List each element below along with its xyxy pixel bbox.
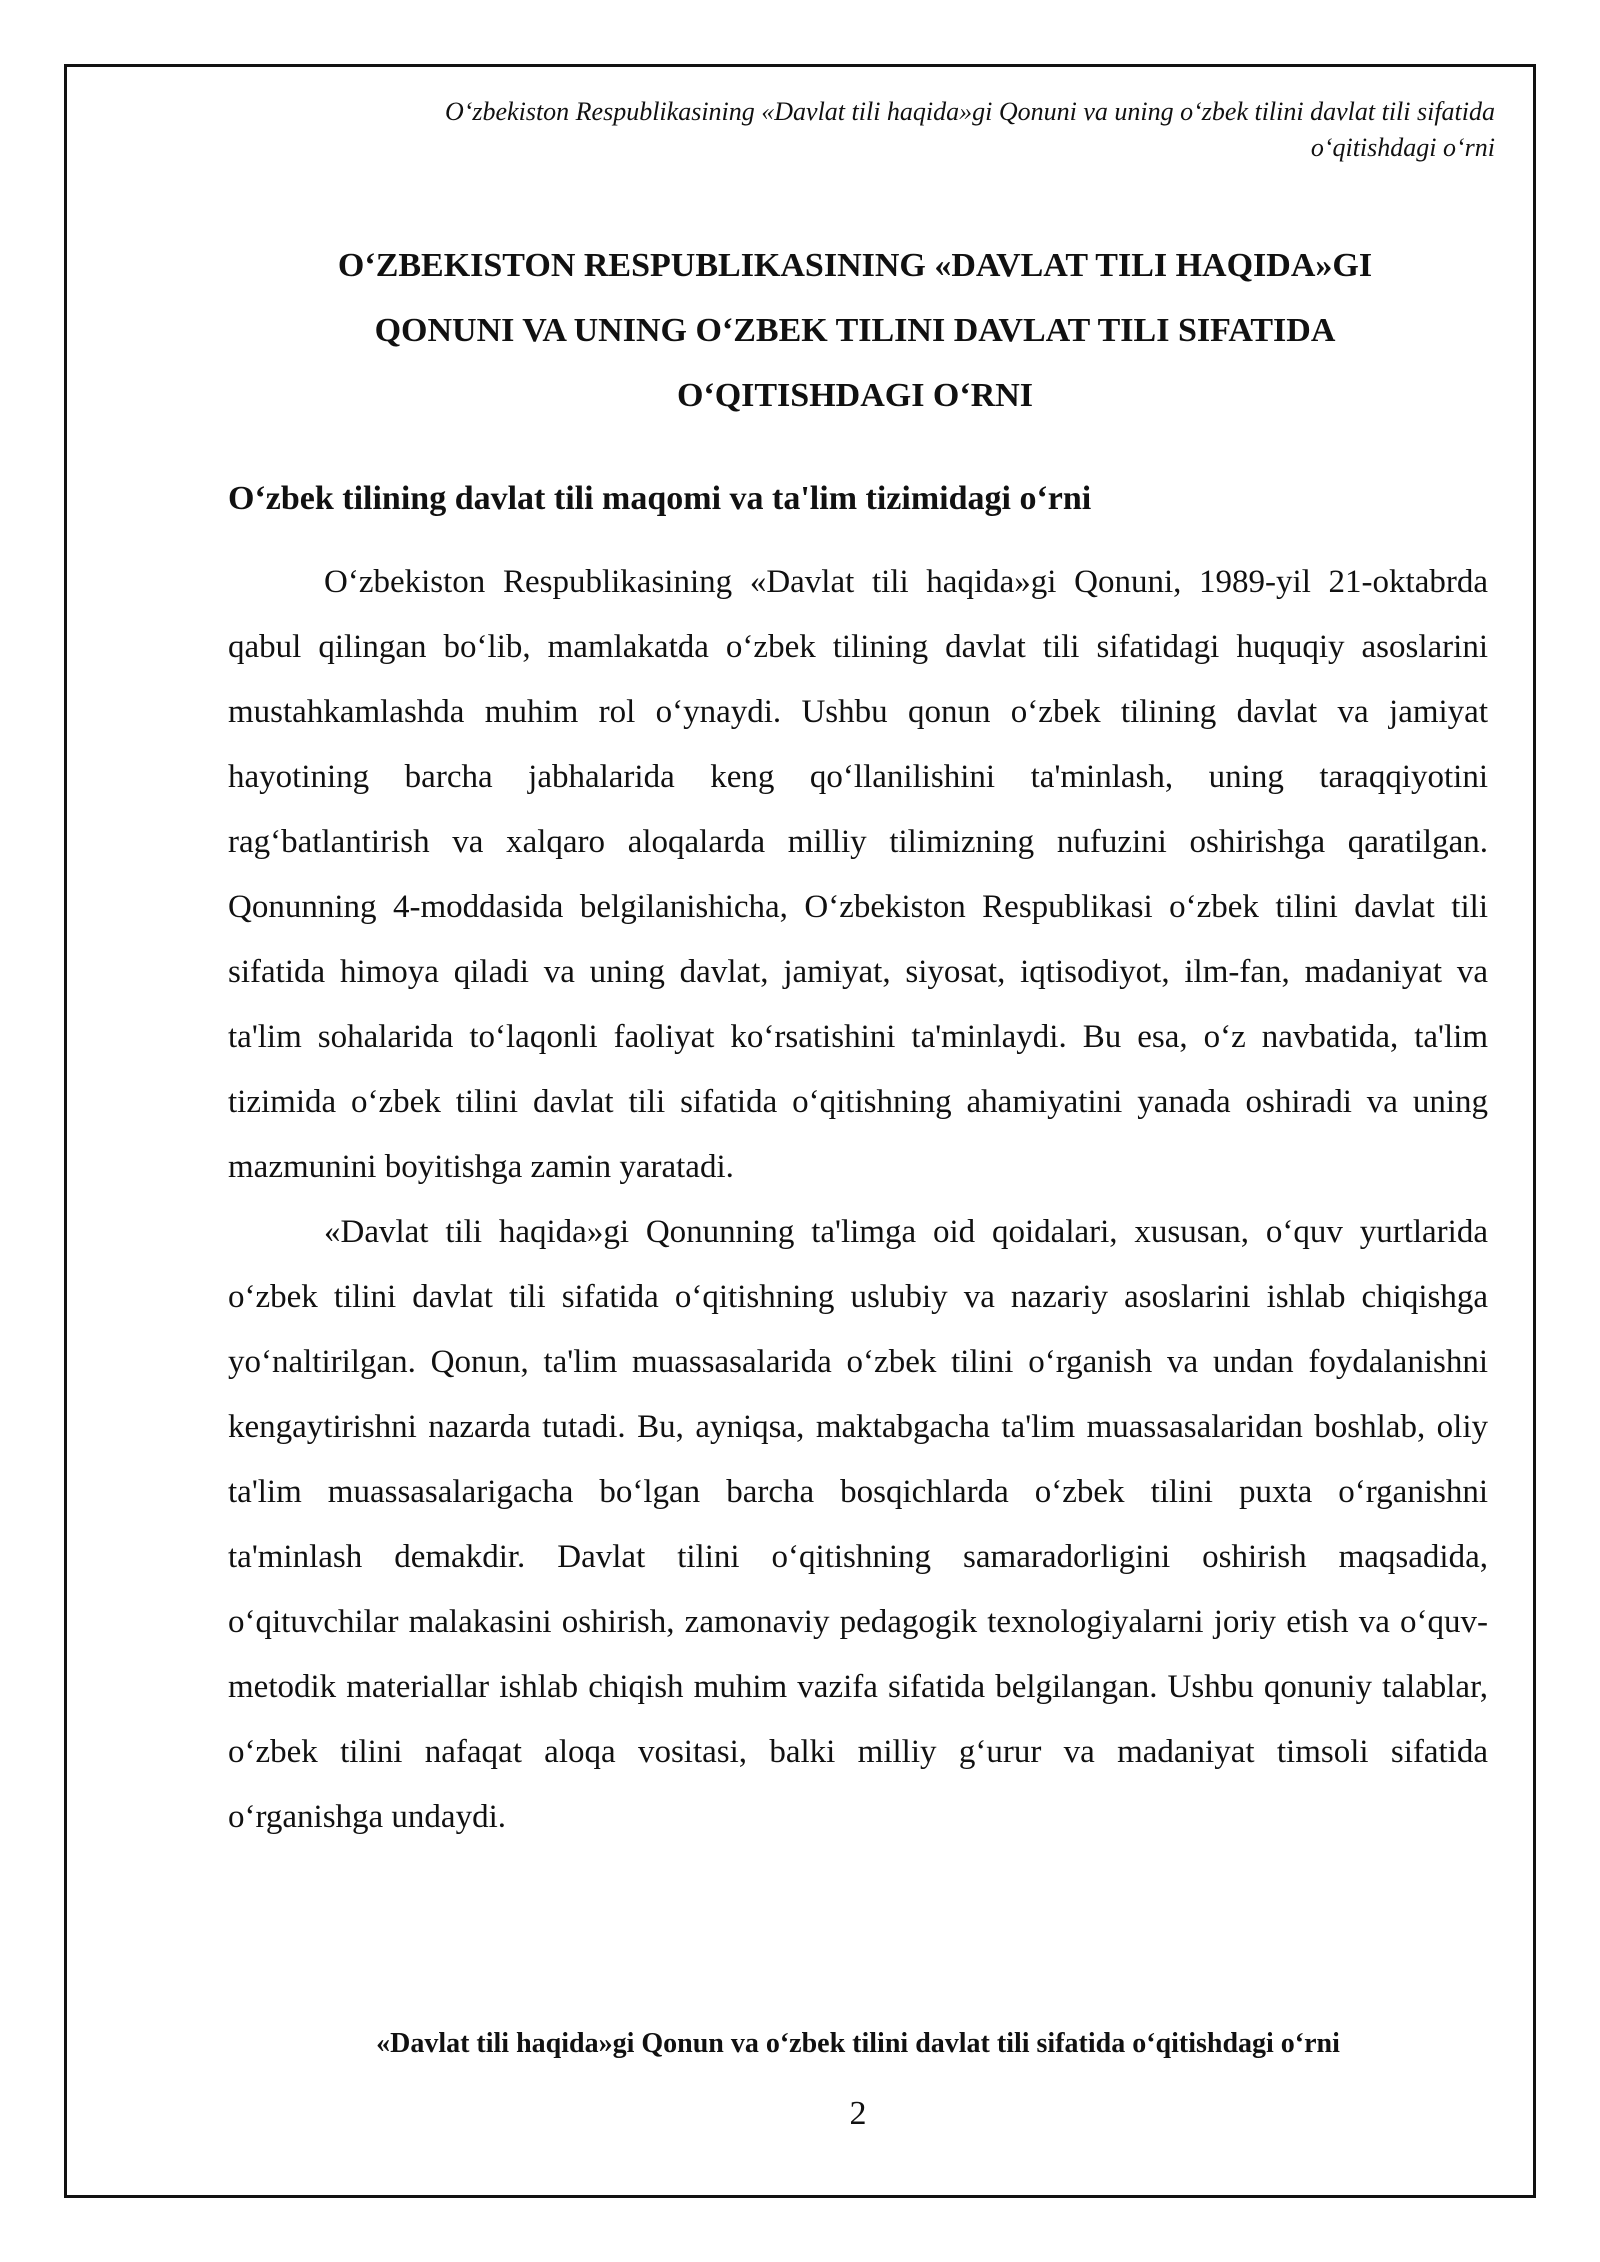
document-title-line-2: QONUNI VA UNING O‘ZBEK TILINI DAVLAT TILI SIFATIDA xyxy=(374,312,1336,349)
paragraph: «Davlat tili haqida»gi Qonunning ta'limga oid qoidalari, xususan, o‘quv yurtlarida o‘zbek tilini davlat tili sifatida o‘qitishning uslubiy va nazariy asoslarini ishlab chiqishga yo‘naltirilgan. Qonun, ta'lim muassasalarida o‘zbek tilini o‘rganish va undan foydalanishni kengaytirishni nazarda tutadi. Bu, ayniqsa, maktabgacha ta'lim muassasalaridan boshlab, oliy ta'lim muassasalarigacha bo‘lgan barcha bosqichlarda o‘zbek tilini puxta o‘rganishni ta'minlash demakdir. Davlat tilini o‘qitishning samaradorligini oshirish maqsadida, o‘qituvchilar malakasini oshirish, zamonaviy pedagogik texnologiyalarni joriy etish va o‘quv-metodik materiallar ishlab chiqish muhim vazifa sifatida belgilangan. Ushbu qonuniy talablar, o‘zbek tilini nafaqat aloqa vositasi, balki milliy g‘urur va madaniyat timsoli sifatida o‘rganishga undaydi. xyxy=(228,1214,1488,1835)
paragraph: O‘zbekiston Respublikasining «Davlat tili haqida»gi Qonuni, 1989-yil 21-oktabrda qabul qilingan bo‘lib, mamlakatda o‘zbek tilining davlat tili sifatidagi huquqiy asoslarini mustahkamlashda muhim rol o‘ynaydi. Ushbu qonun o‘zbek tilining davlat va jamiyat hayotining barcha jabhalarida keng qo‘llanilishini ta'minlash, uning taraqqiyotini rag‘batlantirish va xalqaro aloqalarda milliy tilimizning nufuzini oshirishga qaratilgan. Qonunning 4-moddasida belgilanishicha, O‘zbekiston Respublikasi o‘zbek tilini davlat tili sifatida himoya qiladi va uning davlat, jamiyat, siyosat, iqtisodiyot, ilm-fan, madaniyat va ta'lim sohalarida to‘laqonli faoliyat ko‘rsatishini ta'minlaydi. Bu esa, o‘z navbatida, ta'lim tizimida o‘zbek tilini davlat tili sifatida o‘qitishning ahamiyatini yanada oshiradi va uning mazmunini boyitishga zamin yaratadi. xyxy=(228,564,1488,1185)
page-number: 2 xyxy=(849,2095,867,2132)
running-header-line-1: O‘zbekiston Respublikasining «Davlat tili haqida»gi Qonuni va uning o‘zbek tilini davlat tili sifatida xyxy=(444,97,1495,126)
running-header xyxy=(200,94,1495,166)
footer-caption: «Davlat tili haqida»gi Qonun va o‘zbek tilini davlat tili sifatida o‘qitishdagi o‘rni xyxy=(376,2028,1340,2059)
document-title-line-1: O‘ZBEKISTON RESPUBLIKASINING «DAVLAT TILI HAQIDA»GI xyxy=(337,247,1373,284)
document-title xyxy=(220,233,1490,428)
document-title-line-3: O‘QITISHDAGI O‘RNI xyxy=(676,377,1034,414)
body-text xyxy=(228,550,1488,1850)
running-header-line-2: o‘qitishdagi o‘rni xyxy=(1310,133,1495,162)
section-heading: O‘zbek tilining davlat tili maqomi va ta'lim tizimidagi o‘rni xyxy=(228,480,1092,517)
